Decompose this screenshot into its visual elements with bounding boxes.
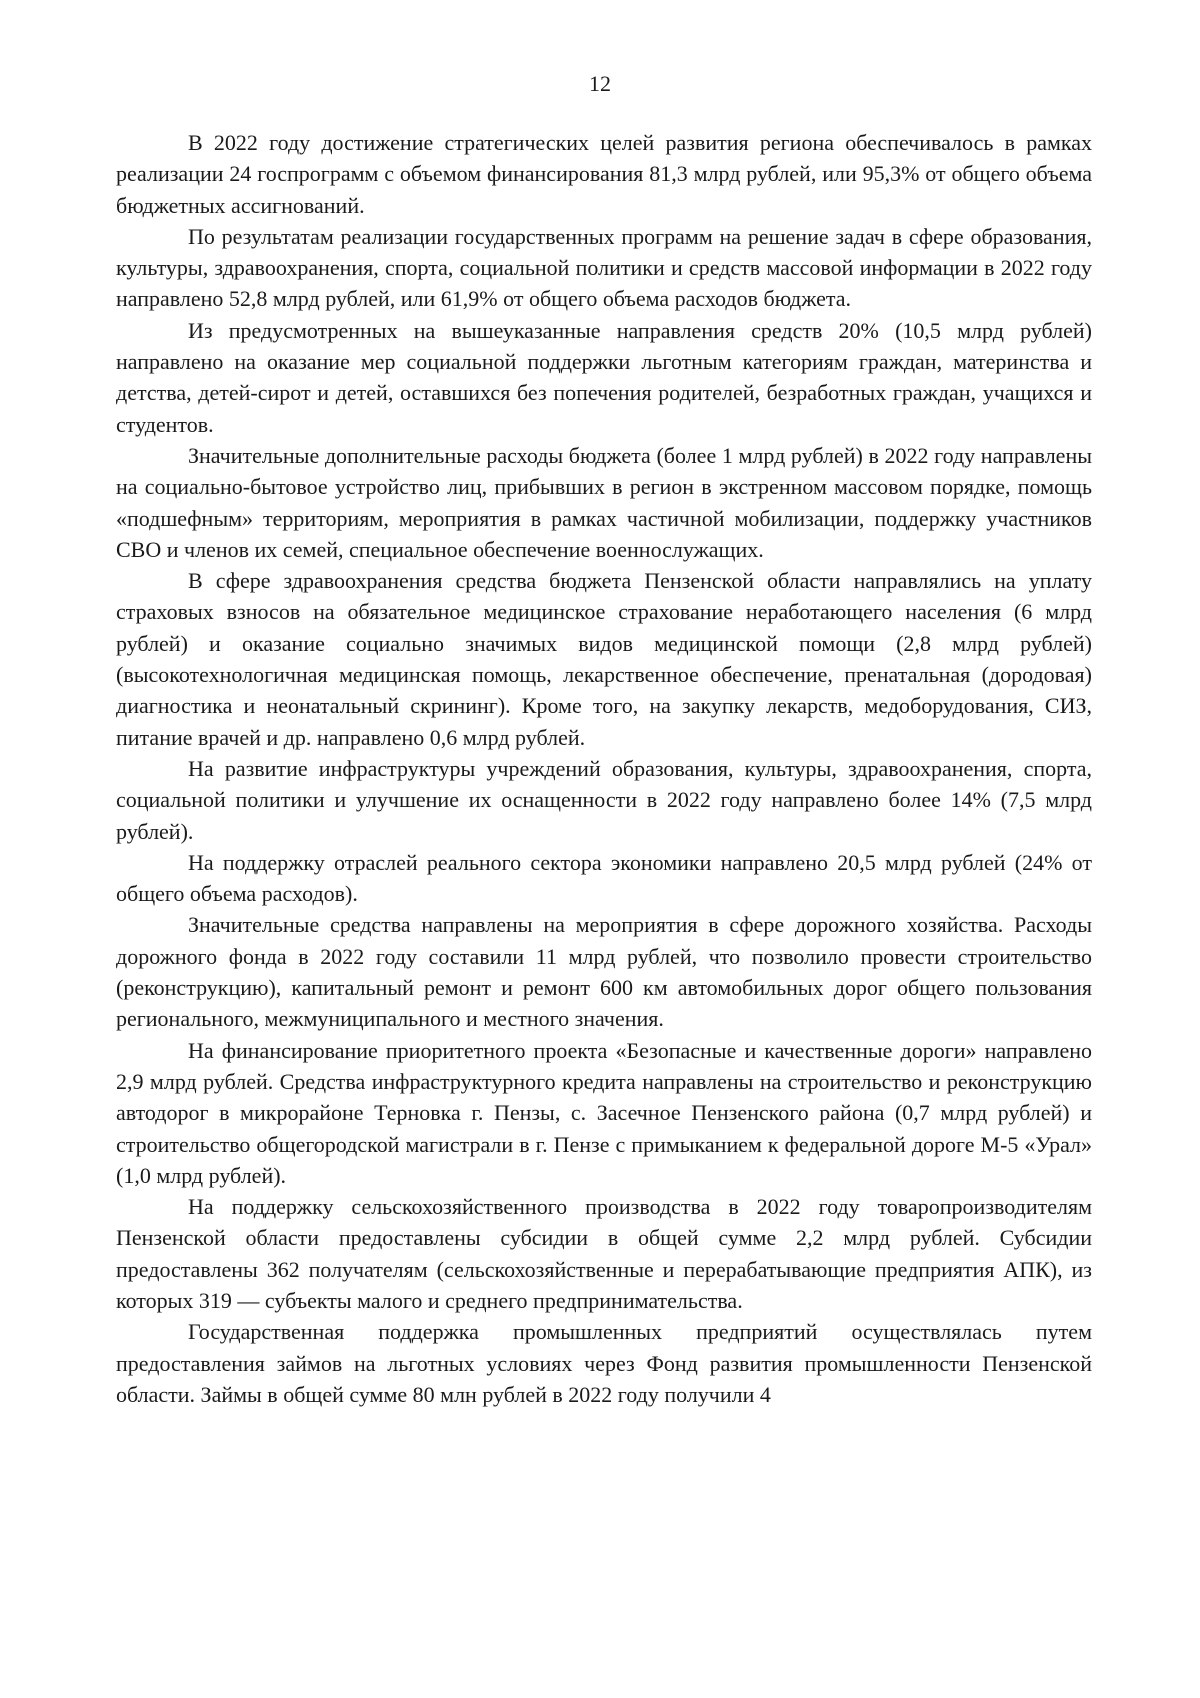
paragraph-infrastructure: На развитие инфраструктуры учреждений образования, культуры, здравоохранения, спорта, социальной политики и улучшение их оснащенности в 2022 году направлено более 14% (7,5 млрд рублей). bbox=[116, 755, 1092, 844]
paragraph-real-sector: На поддержку отраслей реального сектора экономики направлено 20,5 млрд рублей (24% от общего объема расходов). bbox=[116, 849, 1092, 907]
paragraph-state-programs: По результатам реализации государственных программ на решение задач в сфере образования, культуры, здравоохранения, спорта, социальной политики и средств массовой информации в 2022 году направлено 52,8 млрд рублей, или 61,9% от общего объема расходов бюджета. bbox=[116, 223, 1092, 312]
paragraph-additional-expenses: Значительные дополнительные расходы бюджета (более 1 млрд рублей) в 2022 году направлены на социально-бытовое устройство лиц, прибывших в регион в экстренном массовом порядке, помощь «подшефным» территориям, мероприятия в рамках частичной мобилизации, поддержку участников СВО и членов их семей, специальное обеспечение военнослужащих. bbox=[116, 442, 1092, 562]
paragraph-social-support: Из предусмотренных на вышеуказанные направления средств 20% (10,5 млрд рублей) направлено на оказание мер социальной поддержки льготным категориям граждан, материнства и детства, детей-сирот и детей, оставшихся без попечения родителей, безработных граждан, учащихся и студентов. bbox=[116, 317, 1092, 437]
page-number: 12 bbox=[589, 71, 611, 96]
document-body bbox=[116, 127, 1092, 1410]
paragraph-industry-support: Государственная поддержка промышленных предприятий осуществлялась путем предоставления займов на льготных условиях через Фонд развития промышленности Пензенской области. Займы в общей сумме 80 млн рублей в 2022 году получили 4 bbox=[116, 1319, 1092, 1407]
paragraph-agriculture: На поддержку сельскохозяйственного производства в 2022 году товаропроизводителям Пензенской области предоставлены субсидии в общей сумме 2,2 млрд рублей. Субсидии предоставлены 362 получателям (сельскохозяйственные и перерабатывающие предприятия АПК), из которых 319 — субъекты малого и среднего предпринимательства. bbox=[116, 1194, 1092, 1313]
paragraph-healthcare: В сфере здравоохранения средства бюджета Пензенской области направлялись на уплату страховых взносов на обязательное медицинское страхование неработающего населения (6 млрд рублей) и оказание социально значимых видов медицинской помощи (2,8 млрд рублей) (высокотехнологичная медицинская помощь, лекарственное обеспечение, пренатальная (дородовая) диагностика и неонатальный скрининг). Кроме того, на закупку лекарств, медоборудования, СИЗ, питание врачей и др. направлено 0,6 млрд рублей. bbox=[116, 568, 1092, 750]
paragraph-road-fund: Значительные средства направлены на мероприятия в сфере дорожного хозяйства. Расходы дорожного фонда в 2022 году составили 11 млрд рублей, что позволило провести строительство (реконструкцию), капитальный ремонт и ремонт 600 км автомобильных дорог общего пользования регионального, межмуниципального и местного значения. bbox=[116, 912, 1092, 1032]
paragraph-strategic-goals: В 2022 году достижение стратегических целей развития региона обеспечивалось в рамках реализации 24 госпрограмм с объемом финансирования 81,3 млрд рублей, или 95,3% от общего объема бюджетных ассигнований. bbox=[116, 130, 1092, 218]
paragraph-safe-roads: На финансирование приоритетного проекта «Безопасные и качественные дороги» направлено 2,9 млрд рублей. Средства инфраструктурного кредита направлены на строительство и реконструкцию автодорог в микрорайоне Терновка г. Пензы, с. Засечное Пензенского района (0,7 млрд рублей) и строительство общегородской магистрали в г. Пензе с примыканием к федеральной дороге М-5 «Урал» (1,0 млрд рублей). bbox=[116, 1037, 1092, 1188]
